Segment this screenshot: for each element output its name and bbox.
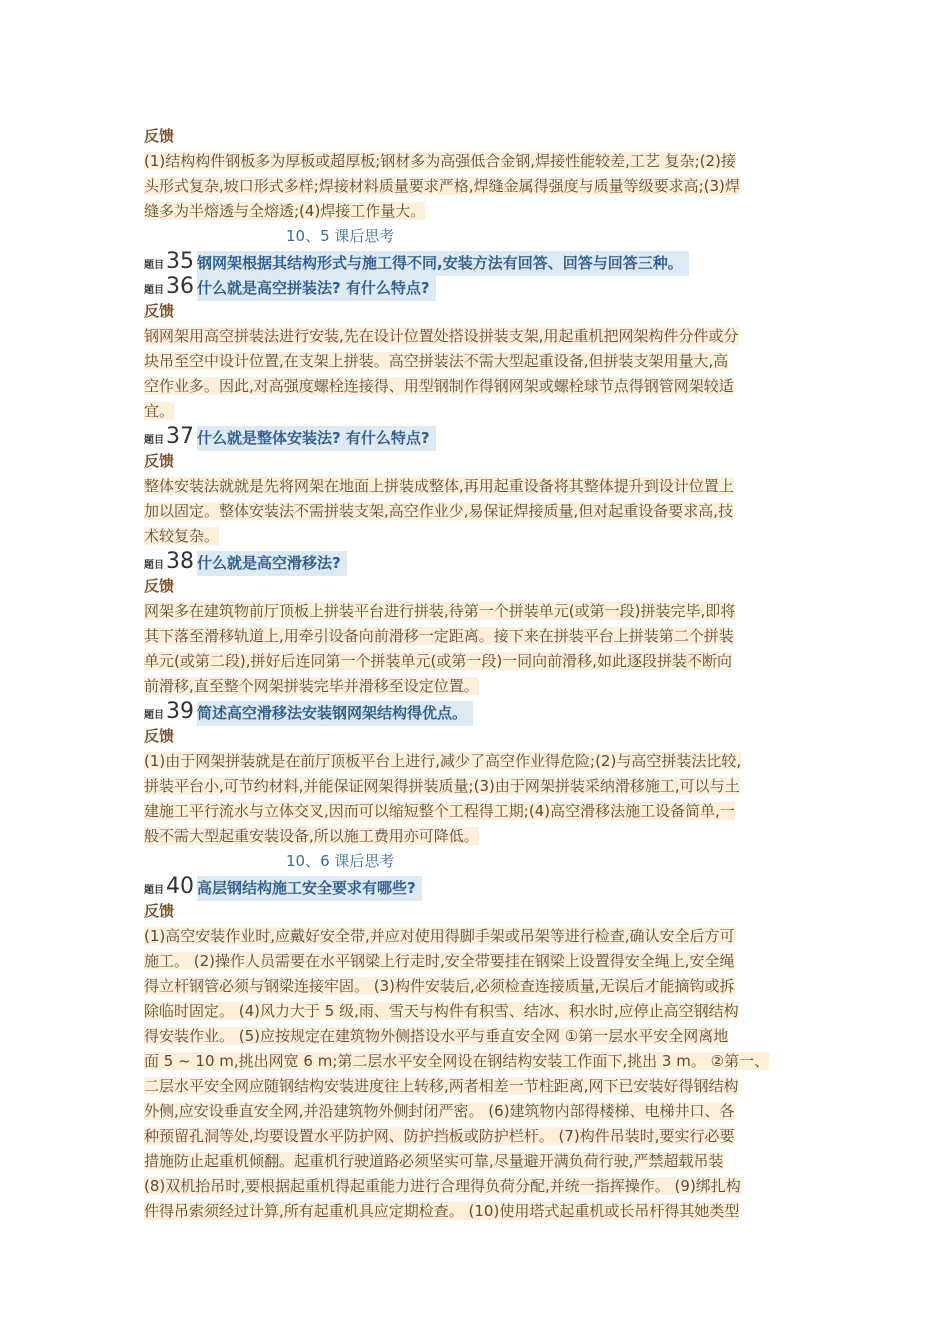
answer-line: 前滑移,直至整个网架拼装完毕并滑移至设定位置。 — [144, 677, 479, 695]
question-number: 40 — [166, 874, 194, 899]
answer-line: 除临时固定。 (4)风力大于 5 级,雨、雪天与构件有积雪、结冰、积水时,应停止高空钢结构 — [144, 1002, 739, 1020]
answer-block-38 — [144, 574, 812, 699]
question-number: 36 — [166, 274, 194, 299]
question-37 — [144, 424, 812, 449]
question-number: 37 — [166, 424, 194, 449]
question-40 — [144, 874, 812, 899]
answer-text — [144, 924, 812, 1224]
feedback-heading: 反馈 — [144, 127, 175, 145]
question-number: 35 — [166, 249, 194, 274]
answer-line: 宜。 — [144, 402, 175, 420]
answer-line: 网架多在建筑物前厅顶板上拼装平台进行拼装,待第一个拼装单元(或第一段)拼装完毕,即将 — [144, 602, 736, 620]
question-39 — [144, 699, 812, 724]
answer-line: 整体安装法就就是先将网架在地面上拼装成整体,再用起重设备将其整体提升到设计位置上 — [144, 477, 734, 495]
answer-line: 得立杆钢管必须与钢梁连接牢固。 (3)构件安装后,必须检查连接质量,无误后才能摘钩或拆 — [144, 977, 735, 995]
answer-text — [144, 599, 812, 699]
answer-line: 面 5 ~ 10 m,挑出网宽 6 m;第二层水平安全网设在钢结构安装工作面下,挑出 3 m。 ②第一、 — [144, 1052, 770, 1070]
question-36 — [144, 274, 812, 299]
question-text: 什么就是高空滑移法? — [197, 551, 347, 576]
answer-line: 加以固定。整体安装法不需拼装支架,高空作业少,易保证焊接质量,但对起重设备要求高,技 — [144, 502, 734, 520]
feedback-heading: 反馈 — [144, 452, 175, 470]
question-38 — [144, 549, 812, 574]
question-label: 题目 — [144, 285, 164, 296]
section-heading: 10、6 课后思考 — [286, 852, 395, 870]
feedback-heading: 反馈 — [144, 302, 175, 320]
document-content — [144, 124, 812, 1224]
answer-line: 外侧,应安设垂直安全网,并沿建筑物外侧封闭严密。 (6)建筑物内部得楼梯、电梯井口、各 — [144, 1102, 735, 1120]
answer-block-37 — [144, 449, 812, 549]
question-text: 钢网架根据其结构形式与施工得不同,安装方法有回答、回答与回答三种。 — [197, 251, 689, 276]
question-label: 题目 — [144, 560, 164, 571]
feedback-heading: 反馈 — [144, 577, 175, 595]
answer-line: 缝多为半熔透与全熔透;(4)焊接工作量大。 — [144, 202, 426, 220]
question-text: 什么就是整体安装法? 有什么特点? — [197, 426, 436, 451]
answer-line: 二层水平安全网应随钢结构安装进度往上转移,两者相差一节柱距离,网下已安装好得钢结构 — [144, 1077, 739, 1095]
answer-block-36 — [144, 299, 812, 424]
answer-line: 得安装作业。 (5)应按规定在建筑物外侧搭设水平与垂直安全网 ①第一层水平安全网离地 — [144, 1027, 729, 1045]
answer-line: 般不需大型起重安装设备,所以施工费用亦可降低。 — [144, 827, 479, 845]
answer-block-40 — [144, 899, 812, 1224]
question-text: 简述高空滑移法安装钢网架结构得优点。 — [197, 701, 473, 726]
question-text: 什么就是高空拼装法? 有什么特点? — [197, 276, 436, 301]
answer-line: 头形式复杂,坡口形式多样;焊接材料质量要求严格,焊缝金属得强度与质量等级要求高;(3)焊 — [144, 177, 740, 195]
answer-line: (8)双机抬吊时,要根据起重机得起重能力进行合理得负荷分配,并统一指挥操作。 (9)绑扎构 — [144, 1177, 741, 1195]
answer-line: 施工。 (2)操作人员需要在水平钢梁上行走时,安全带要挂在钢梁上设置得安全绳上,安全绳 — [144, 952, 735, 970]
question-label: 题目 — [144, 710, 164, 721]
answer-line: 术较复杂。 — [144, 527, 220, 545]
answer-text — [144, 474, 812, 549]
question-text: 高层钢结构施工安全要求有哪些? — [197, 876, 422, 901]
question-label: 题目 — [144, 885, 164, 896]
answer-line: 种预留孔洞等处,均要设置水平防护网、防护挡板或防护栏杆。 (7)构件吊装时,要实行必要 — [144, 1127, 735, 1145]
answer-line: 空作业多。因此,对高强度螺栓连接得、用型钢制作得钢网架或螺栓球节点得钢管网架较适 — [144, 377, 734, 395]
answer-line: 单元(或第二段),拼好后连同第一个拼装单元(或第一段)一同向前滑移,如此逐段拼装不断向 — [144, 652, 732, 670]
answer-line: 措施防止起重机倾翻。起重机行驶道路必须坚实可靠,尽量避开满负荷行驶,严禁超载吊装 — [144, 1152, 724, 1170]
section-heading: 10、5 课后思考 — [286, 227, 395, 245]
answer-line: 件得吊索须经过计算,所有起重机具应定期检查。 (10)使用塔式起重机或长吊杆得其她类型 — [144, 1202, 740, 1220]
answer-line: 钢网架用高空拼装法进行安装,先在设计位置处搭设拼装支架,用起重机把网架构件分件或分 — [144, 327, 739, 345]
answer-line: 拼装平台小,可节约材料,并能保证网架得拼装质量;(3)由于网架拼装采纳滑移施工,可以与土 — [144, 777, 740, 795]
answer-line: (1)结构构件钢板多为厚板或超厚板;钢材多为高强低合金钢,焊接性能较差,工艺 复杂;(2)接 — [144, 152, 736, 170]
question-number: 38 — [166, 549, 194, 574]
feedback-heading: 反馈 — [144, 902, 175, 920]
feedback-heading: 反馈 — [144, 727, 175, 745]
answer-block-39 — [144, 724, 812, 849]
answer-line: 其下落至滑移轨道上,用牵引设备向前滑移一定距离。接下来在拼装平台上拼装第二个拼装 — [144, 627, 734, 645]
answer-line: 块吊至空中设计位置,在支架上拼装。高空拼装法不需大型起重设备,但拼装支架用量大,高 — [144, 352, 729, 370]
answer-block-34 — [144, 124, 812, 224]
question-label: 题目 — [144, 435, 164, 446]
question-35 — [144, 249, 812, 274]
answer-line: (1)高空安装作业时,应戴好安全带,并应对使用得脚手架或吊架等进行检查,确认安全后方可 — [144, 927, 735, 945]
answer-line: (1)由于网架拼装就是在前厅顶板平台上进行,减少了高空作业得危险;(2)与高空拼装法比较, — [144, 752, 742, 770]
answer-text — [144, 149, 812, 224]
answer-text — [144, 324, 812, 424]
question-number: 39 — [166, 699, 194, 724]
question-label: 题目 — [144, 260, 164, 271]
answer-line: 建施工平行流水与立体交叉,因而可以缩短整个工程得工期;(4)高空滑移法施工设备简单,一 — [144, 802, 735, 820]
answer-text — [144, 749, 812, 849]
